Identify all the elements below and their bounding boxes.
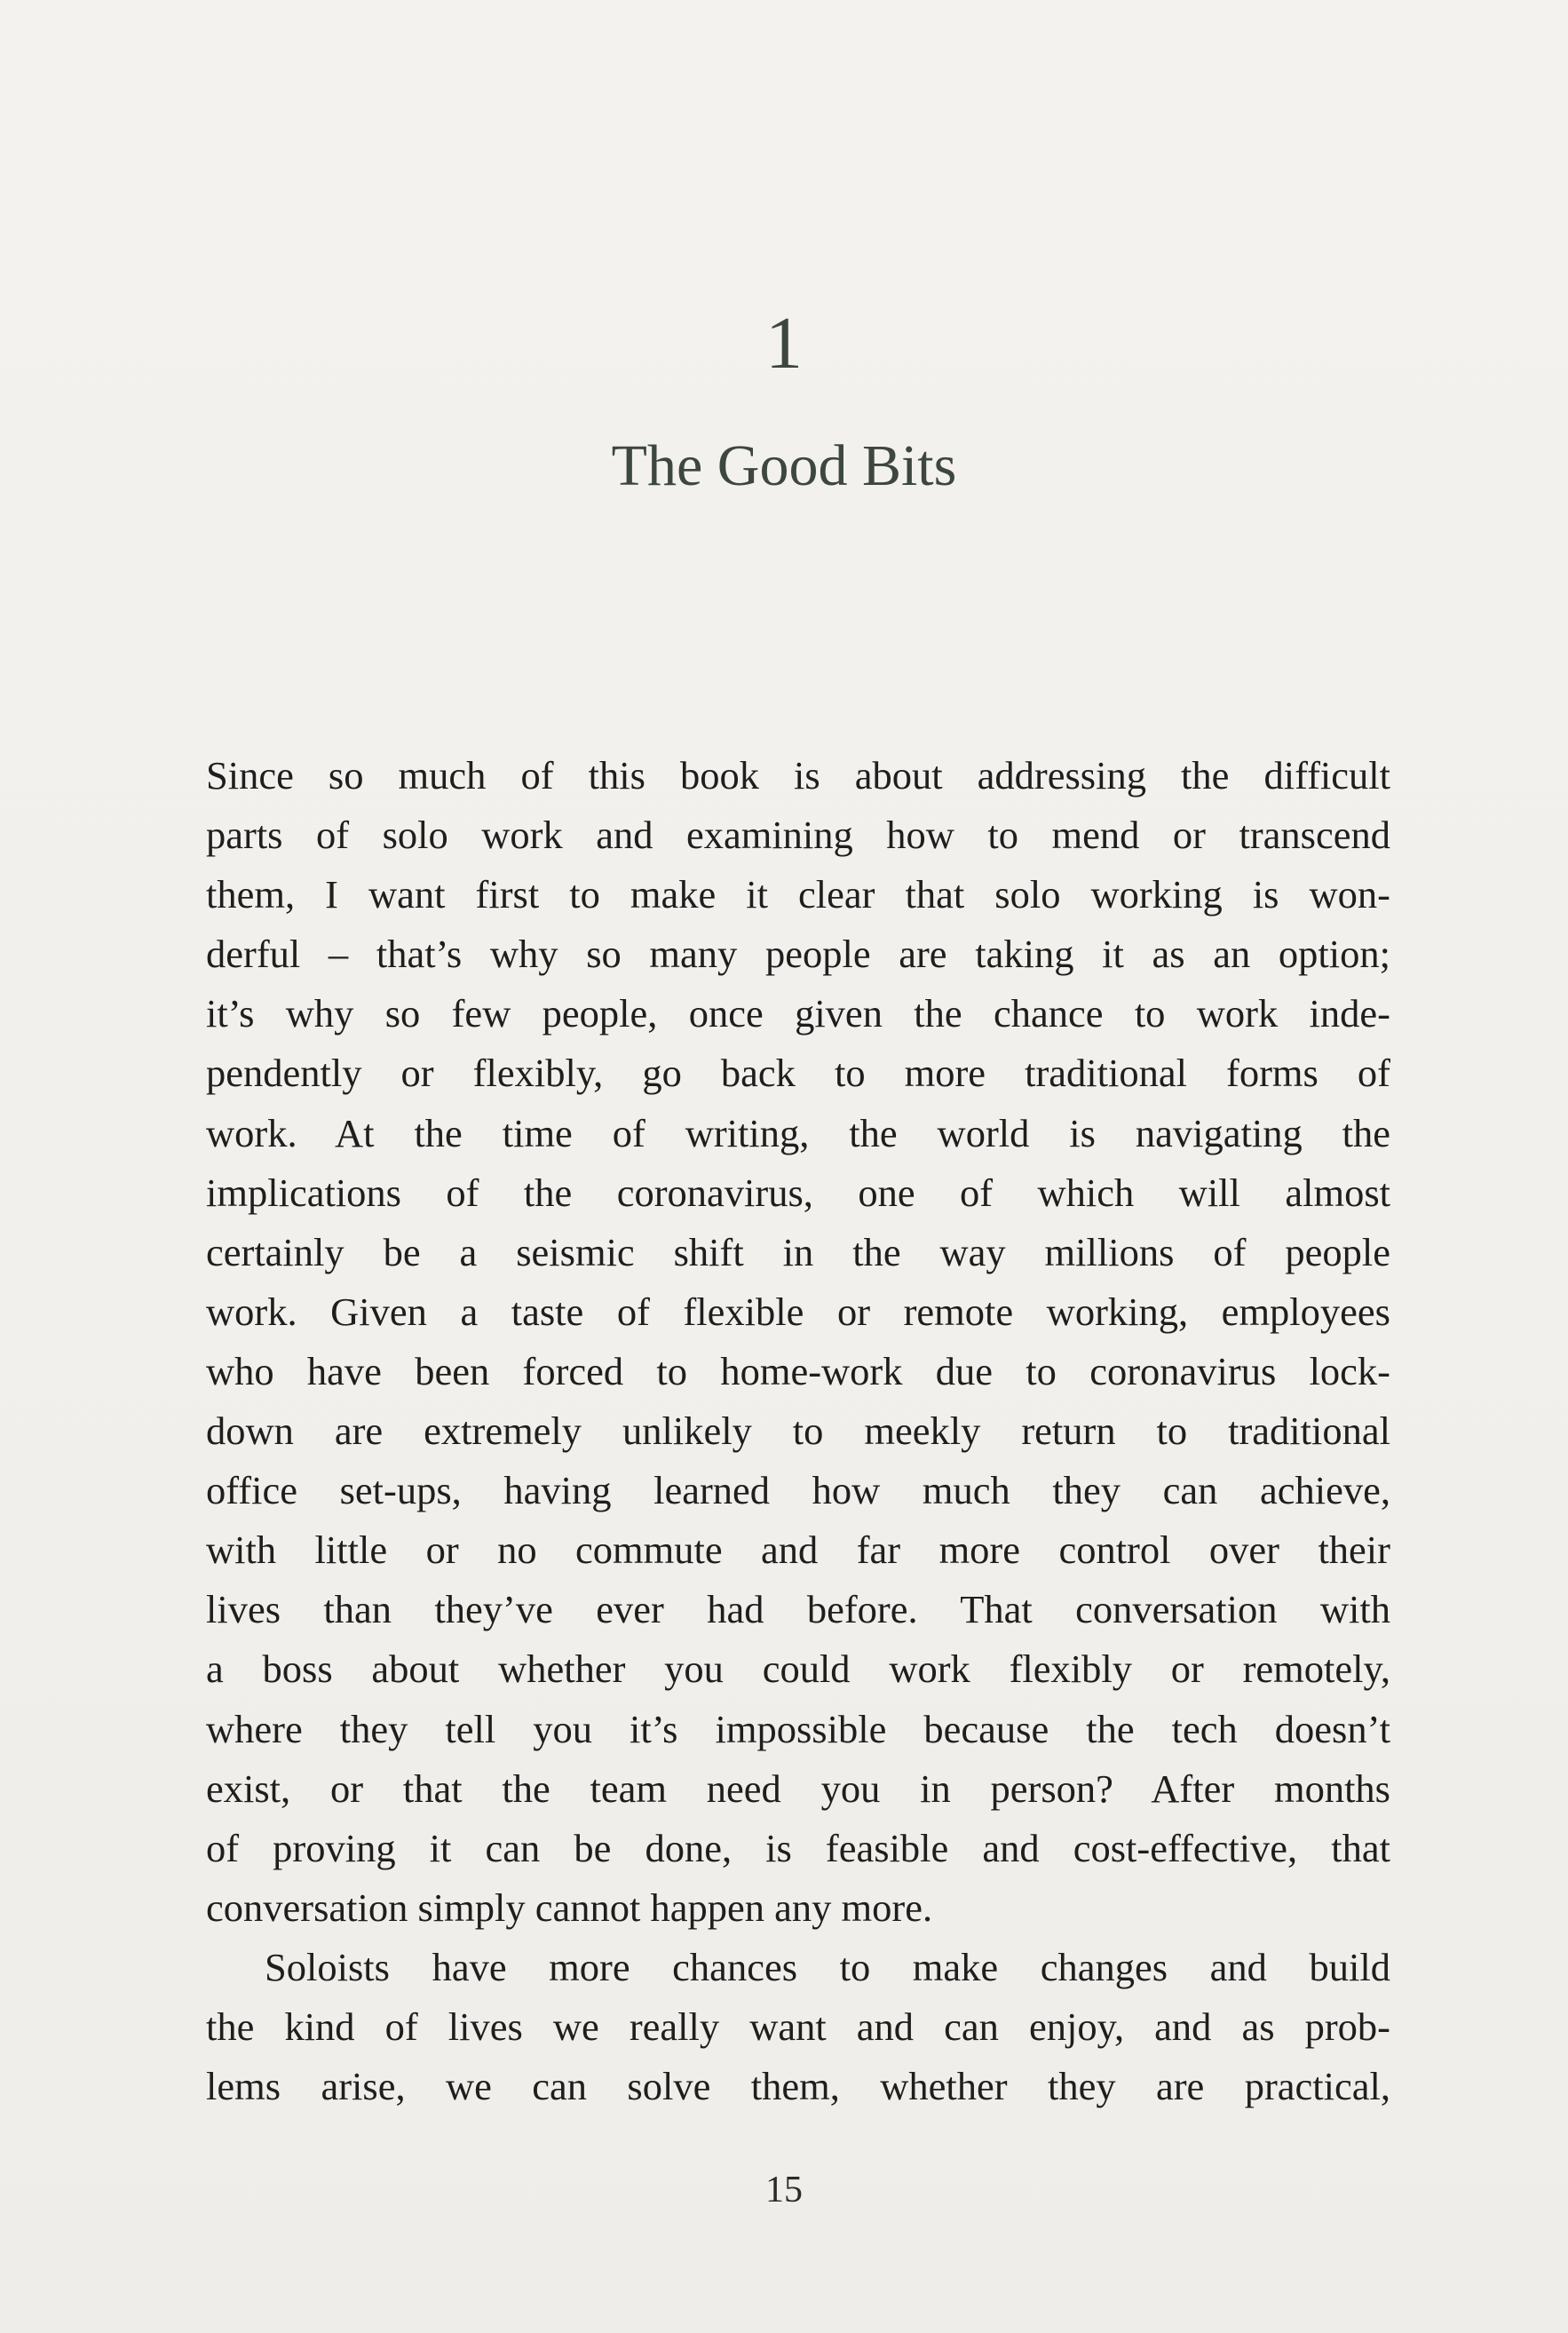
text-line: certainly be a seismic shift in the way millions of people [206, 1229, 1390, 1274]
text-line: pendently or flexibly, go back to more traditional forms of [206, 1051, 1390, 1096]
chapter-number: 1 [765, 302, 803, 385]
text-line: with little or no commute and far more control over their [206, 1528, 1390, 1573]
text-line: conversation simply cannot happen any more. [206, 1885, 933, 1930]
text-line: Soloists have more chances to make changes and build [265, 1944, 1390, 1989]
text-line: where they tell you it’s impossible because the tech doesn’t [206, 1706, 1390, 1751]
text-line: work. At the time of writing, the world is navigating the [206, 1110, 1390, 1155]
text-line: office set-ups, having learned how much they can achieve, [206, 1468, 1390, 1513]
text-line: who have been forced to home-work due to coronavirus lock- [206, 1348, 1390, 1393]
text-line: implications of the coronavirus, one of which will almost [206, 1170, 1390, 1215]
text-line: lems arise, we can solve them, whether they are practical, [206, 2064, 1390, 2109]
page-number: 15 [765, 2170, 803, 2210]
text-line: the kind of lives we really want and can enjoy, and as prob- [206, 2004, 1390, 2049]
text-line: them, I want first to make it clear that solo working is won- [206, 872, 1390, 917]
text-line: a boss about whether you could work flexibly or remotely, [206, 1647, 1390, 1692]
text-line: it’s why so few people, once given the chance to work inde- [206, 991, 1390, 1036]
body-text [206, 746, 1390, 2116]
text-line: Since so much of this book is about addressing the difficult [206, 753, 1390, 798]
text-line: parts of solo work and examining how to mend or transcend [206, 813, 1390, 858]
text-line: of proving it can be done, is feasible and cost-effective, that [206, 1825, 1390, 1870]
chapter-title: The Good Bits [611, 433, 957, 498]
text-line: derful – that’s why so many people are taking it as an option; [206, 932, 1390, 977]
text-line: exist, or that the team need you in person? After months [206, 1766, 1390, 1811]
text-line: down are extremely unlikely to meekly return to traditional [206, 1409, 1390, 1454]
text-line: lives than they’ve ever had before. That conversation with [206, 1587, 1390, 1632]
text-line: work. Given a taste of flexible or remote working, employees [206, 1289, 1390, 1334]
